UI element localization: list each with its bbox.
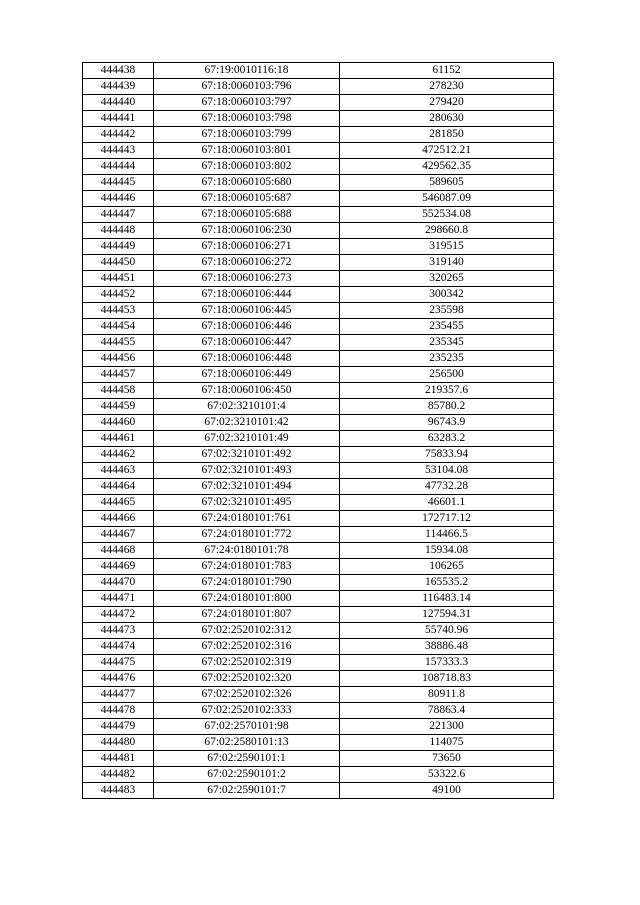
row-number-cell: 444472 xyxy=(83,607,154,623)
row-number-cell: 444438 xyxy=(83,63,154,79)
value-cell: 320265 xyxy=(340,271,554,287)
row-number-cell: 444470 xyxy=(83,575,154,591)
cadastral-number-cell: 67:02:2590101:1 xyxy=(154,751,340,767)
cadastral-number-cell: 67:02:2520102:320 xyxy=(154,671,340,687)
row-number-cell: 444454 xyxy=(83,319,154,335)
cadastral-number-cell: 67:02:3210101:49 xyxy=(154,431,340,447)
cadastral-number-cell: 67:18:0060103:802 xyxy=(154,159,340,175)
cadastral-number-cell: 67:02:2520102:333 xyxy=(154,703,340,719)
table-row xyxy=(83,575,554,591)
cadastral-number-cell: 67:02:2520102:319 xyxy=(154,655,340,671)
table-row xyxy=(83,383,554,399)
cadastral-value-table xyxy=(82,62,554,799)
row-number-cell: 444451 xyxy=(83,271,154,287)
row-number-cell: 444453 xyxy=(83,303,154,319)
table-row xyxy=(83,335,554,351)
row-number-cell: 444476 xyxy=(83,671,154,687)
table-row xyxy=(83,319,554,335)
cadastral-number-cell: 67:02:3210101:495 xyxy=(154,495,340,511)
row-number-cell: 444466 xyxy=(83,511,154,527)
table-row xyxy=(83,783,554,799)
table-row xyxy=(83,591,554,607)
cadastral-number-cell: 67:02:2590101:7 xyxy=(154,783,340,799)
row-number-cell: 444459 xyxy=(83,399,154,415)
value-cell: 235598 xyxy=(340,303,554,319)
value-cell: 96743.9 xyxy=(340,415,554,431)
table-row xyxy=(83,303,554,319)
row-number-cell: 444449 xyxy=(83,239,154,255)
value-cell: 589605 xyxy=(340,175,554,191)
row-number-cell: 444474 xyxy=(83,639,154,655)
row-number-cell: 444480 xyxy=(83,735,154,751)
value-cell: 15934.08 xyxy=(340,543,554,559)
cadastral-number-cell: 67:24:0180101:78 xyxy=(154,543,340,559)
table-row xyxy=(83,63,554,79)
row-number-cell: 444467 xyxy=(83,527,154,543)
table-row xyxy=(83,559,554,575)
value-cell: 319140 xyxy=(340,255,554,271)
row-number-cell: 444461 xyxy=(83,431,154,447)
table-row xyxy=(83,191,554,207)
value-cell: 300342 xyxy=(340,287,554,303)
cadastral-number-cell: 67:18:0060106:448 xyxy=(154,351,340,367)
cadastral-number-cell: 67:18:0060103:798 xyxy=(154,111,340,127)
table-row xyxy=(83,95,554,111)
cadastral-number-cell: 67:02:3210101:492 xyxy=(154,447,340,463)
value-cell: 75833.94 xyxy=(340,447,554,463)
row-number-cell: 444460 xyxy=(83,415,154,431)
cadastral-number-cell: 67:18:0060106:444 xyxy=(154,287,340,303)
value-cell: 221300 xyxy=(340,719,554,735)
table-row xyxy=(83,271,554,287)
table-row xyxy=(83,511,554,527)
table-body xyxy=(83,63,554,799)
cadastral-number-cell: 67:02:2520102:312 xyxy=(154,623,340,639)
table-row xyxy=(83,623,554,639)
row-number-cell: 444448 xyxy=(83,223,154,239)
row-number-cell: 444478 xyxy=(83,703,154,719)
row-number-cell: 444440 xyxy=(83,95,154,111)
cadastral-number-cell: 67:02:3210101:42 xyxy=(154,415,340,431)
value-cell: 256500 xyxy=(340,367,554,383)
value-cell: 279420 xyxy=(340,95,554,111)
value-cell: 429562.35 xyxy=(340,159,554,175)
table-row xyxy=(83,351,554,367)
table-row xyxy=(83,447,554,463)
table-row xyxy=(83,127,554,143)
table-row xyxy=(83,703,554,719)
row-number-cell: 444456 xyxy=(83,351,154,367)
row-number-cell: 444475 xyxy=(83,655,154,671)
table-row xyxy=(83,463,554,479)
value-cell: 108718.83 xyxy=(340,671,554,687)
value-cell: 78863.4 xyxy=(340,703,554,719)
value-cell: 55740.96 xyxy=(340,623,554,639)
table-row xyxy=(83,415,554,431)
cadastral-number-cell: 67:18:0060103:796 xyxy=(154,79,340,95)
cadastral-number-cell: 67:18:0060106:449 xyxy=(154,367,340,383)
value-cell: 546087.09 xyxy=(340,191,554,207)
row-number-cell: 444458 xyxy=(83,383,154,399)
cadastral-number-cell: 67:18:0060106:230 xyxy=(154,223,340,239)
value-cell: 38886.48 xyxy=(340,639,554,655)
table-row xyxy=(83,159,554,175)
row-number-cell: 444469 xyxy=(83,559,154,575)
row-number-cell: 444455 xyxy=(83,335,154,351)
row-number-cell: 444477 xyxy=(83,687,154,703)
row-number-cell: 444450 xyxy=(83,255,154,271)
cadastral-number-cell: 67:18:0060105:687 xyxy=(154,191,340,207)
table-row xyxy=(83,639,554,655)
cadastral-number-cell: 67:18:0060103:797 xyxy=(154,95,340,111)
table-row xyxy=(83,751,554,767)
cadastral-number-cell: 67:18:0060106:271 xyxy=(154,239,340,255)
cadastral-number-cell: 67:02:2580101:13 xyxy=(154,735,340,751)
row-number-cell: 444457 xyxy=(83,367,154,383)
value-cell: 63283.2 xyxy=(340,431,554,447)
value-cell: 280630 xyxy=(340,111,554,127)
row-number-cell: 444445 xyxy=(83,175,154,191)
table-row xyxy=(83,527,554,543)
table-row xyxy=(83,671,554,687)
cadastral-number-cell: 67:02:3210101:493 xyxy=(154,463,340,479)
row-number-cell: 444452 xyxy=(83,287,154,303)
cadastral-number-cell: 67:24:0180101:807 xyxy=(154,607,340,623)
cadastral-number-cell: 67:02:2570101:98 xyxy=(154,719,340,735)
value-cell: 281850 xyxy=(340,127,554,143)
value-cell: 165535.2 xyxy=(340,575,554,591)
value-cell: 73650 xyxy=(340,751,554,767)
row-number-cell: 444443 xyxy=(83,143,154,159)
row-number-cell: 444483 xyxy=(83,783,154,799)
table-row xyxy=(83,767,554,783)
row-number-cell: 444447 xyxy=(83,207,154,223)
value-cell: 106265 xyxy=(340,559,554,575)
value-cell: 235345 xyxy=(340,335,554,351)
table-row xyxy=(83,367,554,383)
cadastral-number-cell: 67:18:0060106:445 xyxy=(154,303,340,319)
table-row xyxy=(83,607,554,623)
table-row xyxy=(83,543,554,559)
cadastral-number-cell: 67:24:0180101:761 xyxy=(154,511,340,527)
cadastral-number-cell: 67:24:0180101:790 xyxy=(154,575,340,591)
table-row xyxy=(83,287,554,303)
table-row xyxy=(83,431,554,447)
row-number-cell: 444479 xyxy=(83,719,154,735)
value-cell: 235455 xyxy=(340,319,554,335)
value-cell: 472512.21 xyxy=(340,143,554,159)
table-row xyxy=(83,687,554,703)
cadastral-number-cell: 67:24:0180101:800 xyxy=(154,591,340,607)
table-row xyxy=(83,111,554,127)
cadastral-number-cell: 67:18:0060106:447 xyxy=(154,335,340,351)
row-number-cell: 444482 xyxy=(83,767,154,783)
value-cell: 46601.1 xyxy=(340,495,554,511)
row-number-cell: 444462 xyxy=(83,447,154,463)
table-row xyxy=(83,207,554,223)
cadastral-number-cell: 67:02:2520102:316 xyxy=(154,639,340,655)
value-cell: 61152 xyxy=(340,63,554,79)
cadastral-number-cell: 67:18:0060103:799 xyxy=(154,127,340,143)
row-number-cell: 444444 xyxy=(83,159,154,175)
table-row xyxy=(83,175,554,191)
value-cell: 114466.5 xyxy=(340,527,554,543)
row-number-cell: 444471 xyxy=(83,591,154,607)
value-cell: 53322.6 xyxy=(340,767,554,783)
value-cell: 85780.2 xyxy=(340,399,554,415)
value-cell: 53104.08 xyxy=(340,463,554,479)
value-cell: 298660.8 xyxy=(340,223,554,239)
cadastral-number-cell: 67:18:0060106:450 xyxy=(154,383,340,399)
row-number-cell: 444442 xyxy=(83,127,154,143)
row-number-cell: 444446 xyxy=(83,191,154,207)
value-cell: 157333.3 xyxy=(340,655,554,671)
table-row xyxy=(83,255,554,271)
cadastral-number-cell: 67:02:3210101:494 xyxy=(154,479,340,495)
value-cell: 552534.08 xyxy=(340,207,554,223)
table-row xyxy=(83,495,554,511)
cadastral-number-cell: 67:18:0060105:680 xyxy=(154,175,340,191)
row-number-cell: 444465 xyxy=(83,495,154,511)
row-number-cell: 444468 xyxy=(83,543,154,559)
cadastral-number-cell: 67:18:0060105:688 xyxy=(154,207,340,223)
value-cell: 219357.6 xyxy=(340,383,554,399)
cadastral-number-cell: 67:02:2520102:326 xyxy=(154,687,340,703)
value-cell: 235235 xyxy=(340,351,554,367)
cadastral-number-cell: 67:18:0060106:273 xyxy=(154,271,340,287)
row-number-cell: 444473 xyxy=(83,623,154,639)
table-row xyxy=(83,79,554,95)
cadastral-number-cell: 67:19:0010116:18 xyxy=(154,63,340,79)
table-row xyxy=(83,719,554,735)
table-row xyxy=(83,239,554,255)
value-cell: 172717.12 xyxy=(340,511,554,527)
row-number-cell: 444441 xyxy=(83,111,154,127)
cadastral-number-cell: 67:02:2590101:2 xyxy=(154,767,340,783)
cadastral-number-cell: 67:24:0180101:783 xyxy=(154,559,340,575)
value-cell: 114075 xyxy=(340,735,554,751)
cadastral-number-cell: 67:18:0060106:272 xyxy=(154,255,340,271)
value-cell: 116483.14 xyxy=(340,591,554,607)
value-cell: 319515 xyxy=(340,239,554,255)
table-row xyxy=(83,399,554,415)
value-cell: 80911.8 xyxy=(340,687,554,703)
cadastral-number-cell: 67:18:0060103:801 xyxy=(154,143,340,159)
value-cell: 47732.28 xyxy=(340,479,554,495)
table-row xyxy=(83,143,554,159)
value-cell: 278230 xyxy=(340,79,554,95)
row-number-cell: 444463 xyxy=(83,463,154,479)
value-cell: 127594.31 xyxy=(340,607,554,623)
table-row xyxy=(83,655,554,671)
table-row xyxy=(83,735,554,751)
table-row xyxy=(83,479,554,495)
cadastral-number-cell: 67:18:0060106:446 xyxy=(154,319,340,335)
row-number-cell: 444481 xyxy=(83,751,154,767)
table-row xyxy=(83,223,554,239)
cadastral-number-cell: 67:02:3210101:4 xyxy=(154,399,340,415)
row-number-cell: 444464 xyxy=(83,479,154,495)
row-number-cell: 444439 xyxy=(83,79,154,95)
cadastral-number-cell: 67:24:0180101:772 xyxy=(154,527,340,543)
value-cell: 49100 xyxy=(340,783,554,799)
